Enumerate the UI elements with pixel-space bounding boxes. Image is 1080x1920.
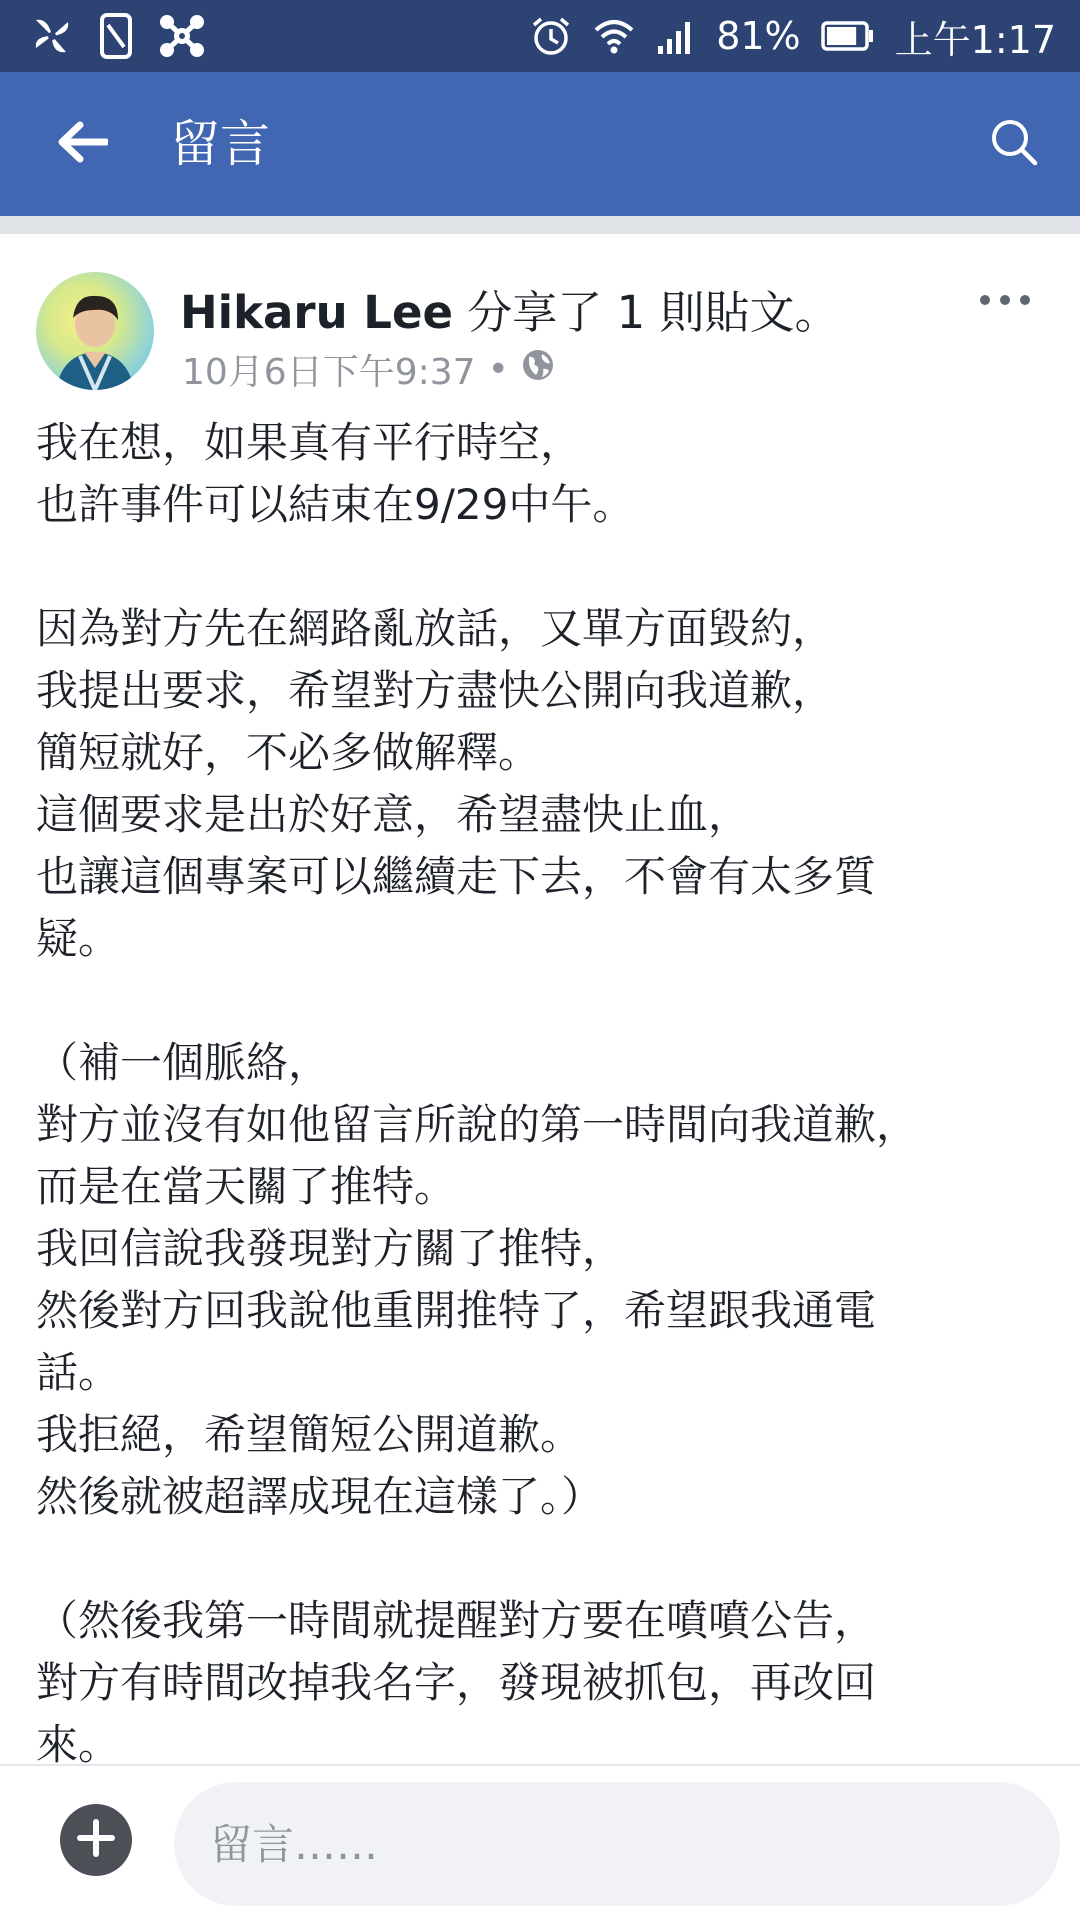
comment-input[interactable] [174, 1782, 1060, 1906]
post-text [36, 412, 1046, 1764]
more-options-button[interactable] [970, 280, 1040, 320]
clock: 上午1:17 [894, 17, 1056, 62]
signal-icon [656, 16, 696, 56]
post-line: 我在想，如果真有平行時空， [36, 418, 583, 467]
post-timestamp[interactable]: 10月6日下午9:37 [182, 352, 476, 393]
post-blank-line [36, 970, 1046, 1032]
status-bar-notifications [30, 10, 206, 62]
post-line: 因為對方先在網路亂放話，又單方面毀約， [36, 604, 835, 653]
post-line: 也許事件可以結束在9/29中午。 [36, 480, 635, 529]
post-line: 這個要求是出於好意，希望盡快止血， [36, 790, 751, 839]
page-title: 留言 [170, 115, 270, 173]
header-divider [0, 216, 1080, 234]
status-bar [0, 0, 1080, 72]
post-line: 我回信說我發現對方關了推特， [36, 1224, 625, 1273]
post-line: 然後對方回我說他重開推特了，希望跟我通電 [36, 1286, 877, 1335]
avatar[interactable] [36, 272, 154, 390]
back-button[interactable] [46, 112, 118, 176]
battery-icon [821, 20, 875, 52]
post-header [180, 276, 840, 341]
post-line: 疑。 [36, 914, 121, 963]
author-name[interactable]: Hikaru Lee [180, 286, 453, 339]
post-blank-line [36, 536, 1046, 598]
meta-separator: • [487, 349, 509, 390]
post-line: （補一個脈絡， [36, 1038, 331, 1087]
post-line: 我提出要求，希望對方盡快公開向我道歉， [36, 666, 835, 715]
arrow-left-icon [56, 121, 108, 167]
phone-icon [100, 13, 132, 59]
post-line: 而是在當天關了推特。 [36, 1162, 457, 1211]
app-header [0, 72, 1080, 216]
add-attachment-button[interactable] [60, 1804, 132, 1876]
post-line: 對方有時間改掉我名字，發現被抓包，再改回 [36, 1658, 877, 1707]
status-bar-system [530, 10, 1056, 62]
post-action-text: 分享了 1 則貼文。 [453, 286, 840, 339]
search-button[interactable] [982, 112, 1046, 176]
plus-icon [76, 1818, 116, 1862]
wifi-icon [592, 16, 636, 56]
battery-percent: 81% [716, 14, 801, 58]
drone-icon [158, 13, 206, 59]
alarm-icon [530, 15, 572, 57]
post-line: 然後就被超譯成現在這樣了。） [36, 1472, 604, 1521]
comment-composer [0, 1764, 1080, 1920]
post-line: 對方並沒有如他留言所說的第一時間向我道歉， [36, 1100, 919, 1149]
post-meta [182, 344, 555, 395]
search-icon [989, 117, 1039, 171]
post-line: 話。 [36, 1348, 121, 1397]
profile-photo [36, 272, 154, 390]
post-line: 簡短就好，不必多做解釋。 [36, 728, 541, 777]
pinwheel-icon [30, 14, 74, 58]
shared-post [0, 234, 1080, 1764]
post-blank-line [36, 1528, 1046, 1590]
post-line: 我拒絕，希望簡短公開道歉。 [36, 1410, 583, 1459]
more-horizontal-icon [979, 291, 1031, 310]
post-line: 來。 [36, 1720, 121, 1764]
post-line: 也讓這個專案可以繼續走下去，不會有太多質 [36, 852, 877, 901]
globe-icon [521, 348, 555, 391]
post-line: （然後我第一時間就提醒對方要在噴噴公告， [36, 1596, 877, 1645]
